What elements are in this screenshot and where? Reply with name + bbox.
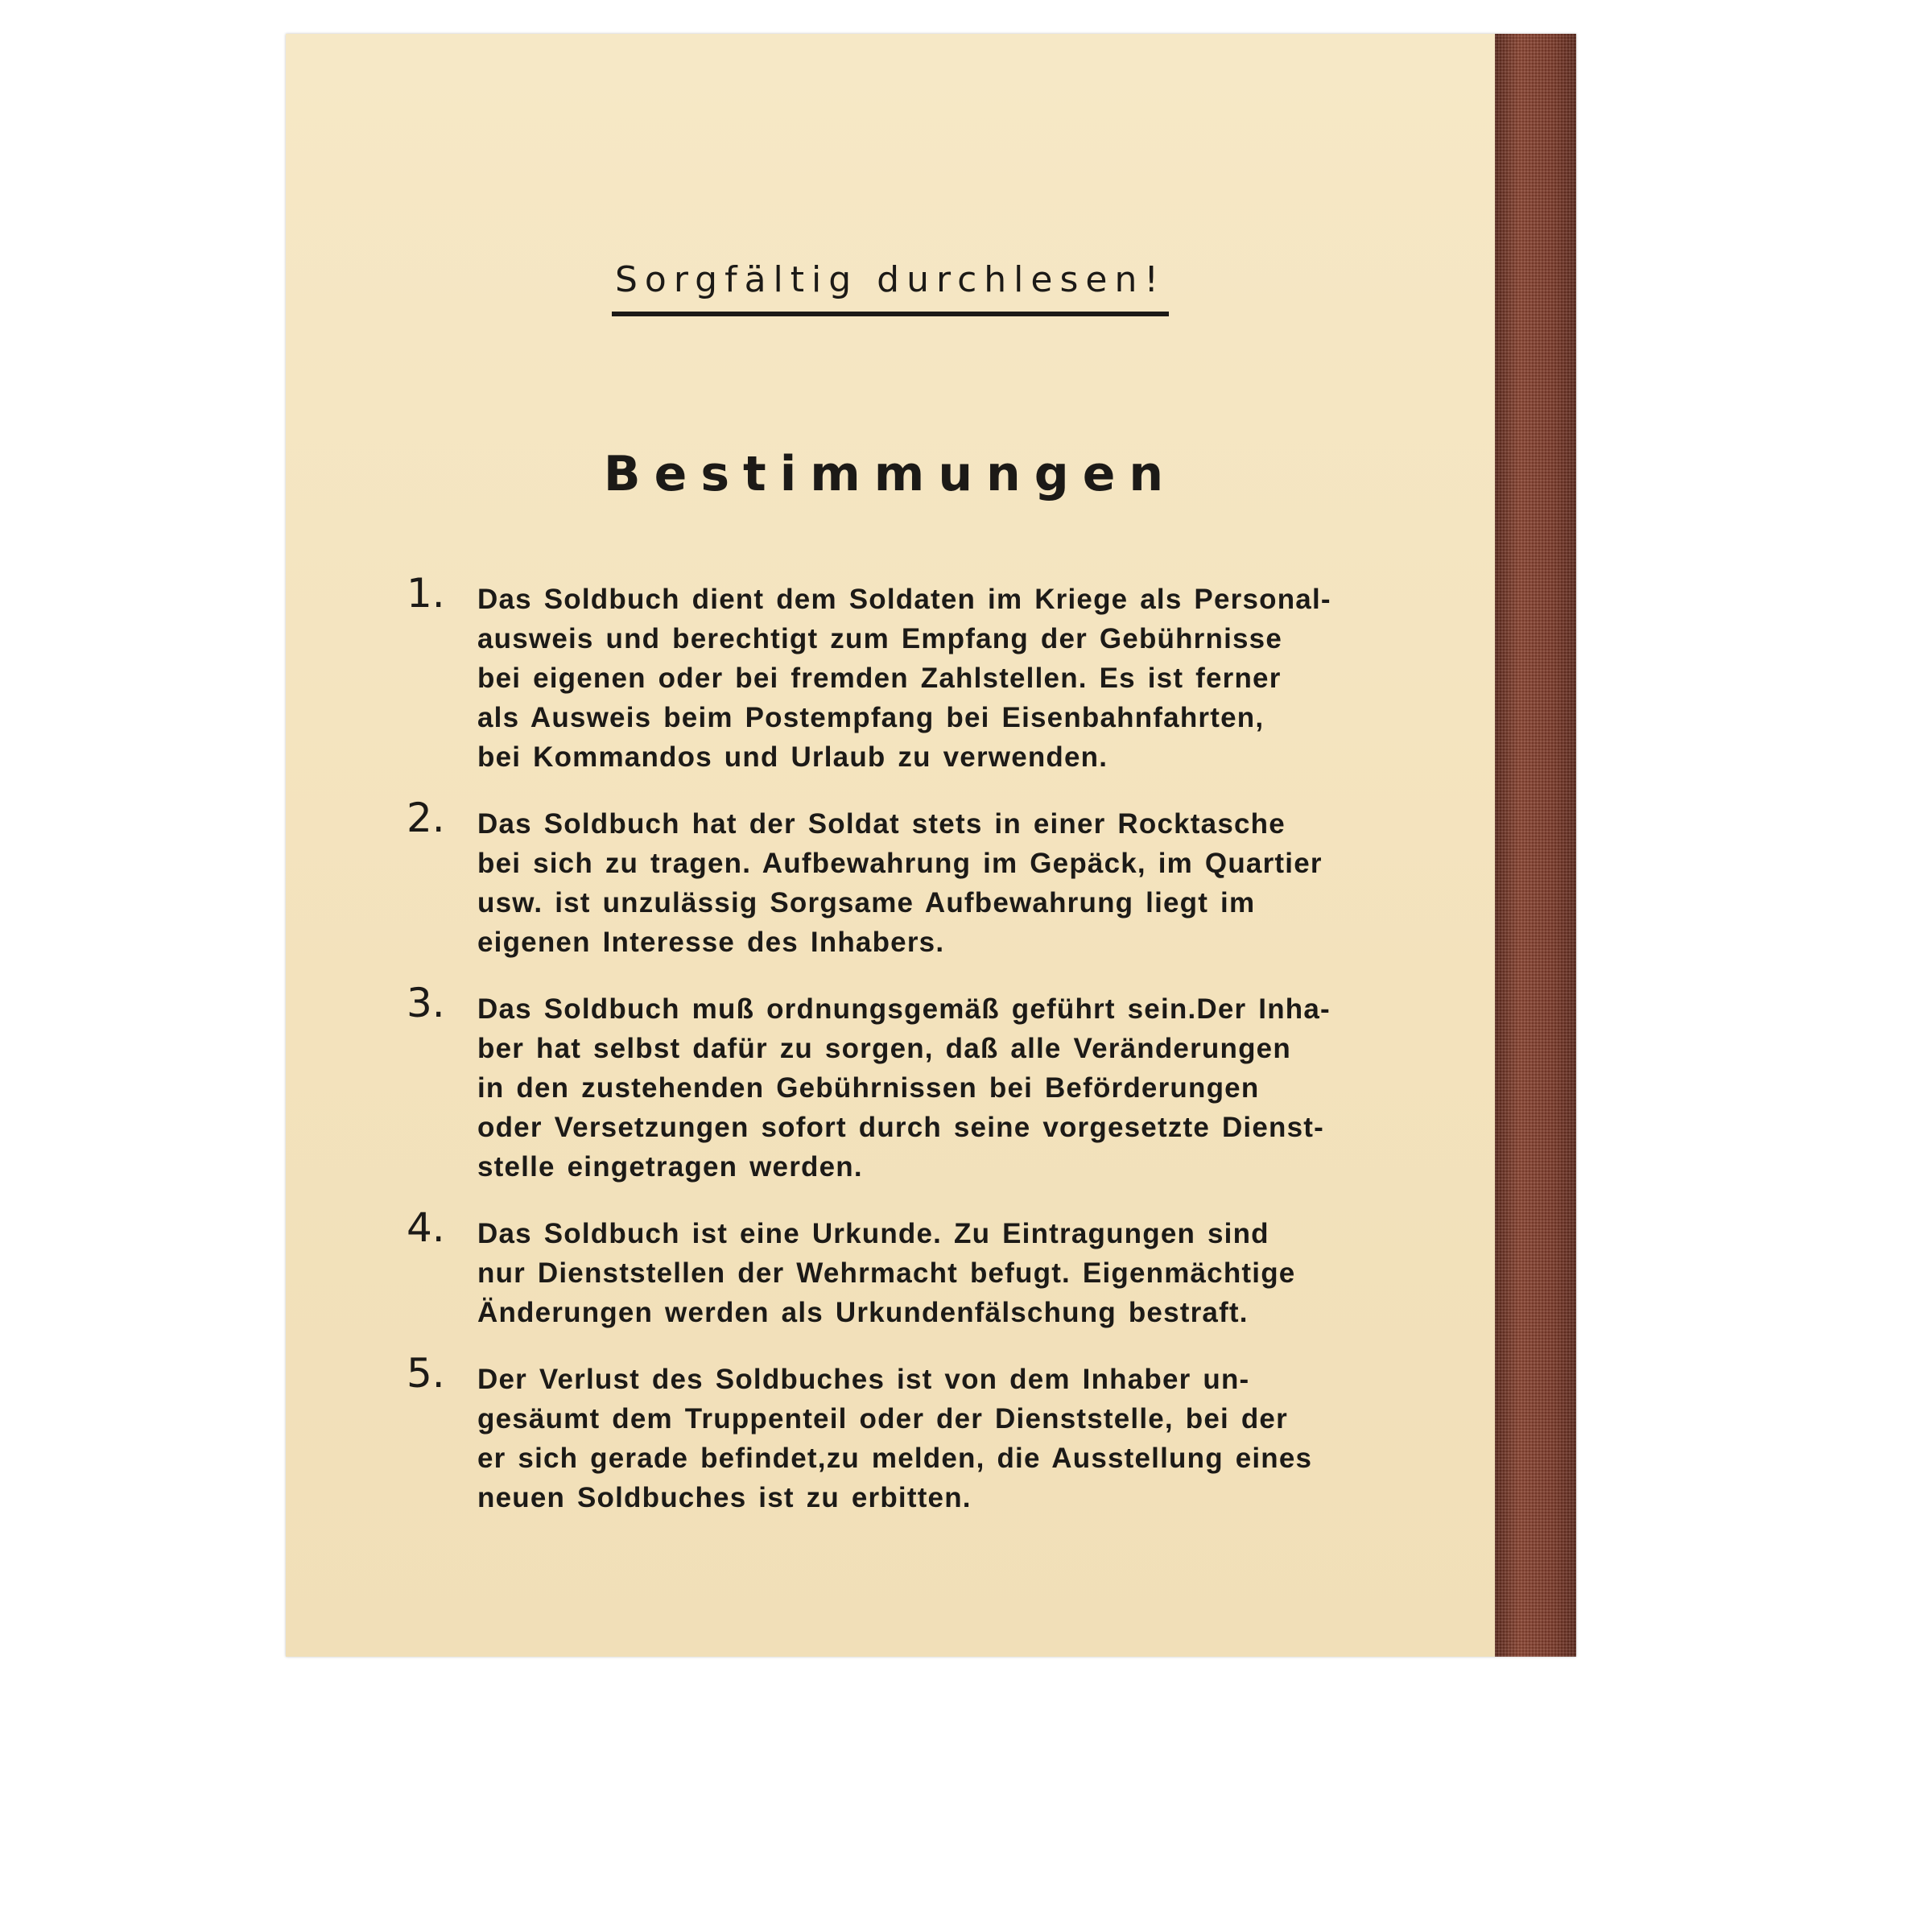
rule-text-line: stelle eingetragen werden. xyxy=(477,1151,863,1183)
rule-text-line: ausweis und berechtigt zum Empfang der Gebührnisse xyxy=(477,623,1282,654)
rule-text-line: als Ausweis beim Postempfang bei Eisenbahnfahrten, xyxy=(477,702,1265,733)
rule-item xyxy=(407,1350,1324,1517)
soldbuch-booklet xyxy=(286,34,1576,1657)
rule-text-line: er sich gerade befindet,zu melden, die Ausstellung eines xyxy=(477,1443,1313,1474)
rule-item xyxy=(407,570,1331,777)
rule-item xyxy=(407,1204,1324,1332)
subtitle-heading xyxy=(286,259,1495,316)
rule-text-line: neuen Soldbuches ist zu erbitten. xyxy=(477,1482,972,1513)
page-title: Bestimmungen xyxy=(603,446,1178,502)
rule-text-line: Der Verlust des Soldbuches ist von dem Inhaber un- xyxy=(477,1364,1250,1395)
rule-number: 3. xyxy=(407,980,445,1026)
rule-text-line: bei Kommandos und Urlaub zu verwenden. xyxy=(477,741,1108,773)
rules-list xyxy=(407,570,1331,1545)
rule-number: 1. xyxy=(407,570,445,617)
rule-text-line: Das Soldbuch hat der Soldat stets in einer Rocktasche xyxy=(477,808,1286,840)
booklet-page xyxy=(286,34,1496,1657)
rule-text-line: Änderungen werden als Urkundenfälschung bestraft. xyxy=(477,1297,1249,1328)
rule-text-line: usw. ist unzulässig Sorgsame Aufbewahrung liegt im xyxy=(477,887,1256,919)
rule-text-line: in den zustehenden Gebührnissen bei Beförderungen xyxy=(477,1072,1260,1104)
rule-text-line: oder Versetzungen sofort durch seine vorgesetzte Dienst- xyxy=(477,1112,1324,1143)
rule-text-line: ber hat selbst dafür zu sorgen, daß alle Veränderungen xyxy=(477,1033,1291,1064)
rule-text-line: gesäumt dem Truppenteil oder der Dienststelle, bei der xyxy=(477,1403,1288,1435)
cloth-spine xyxy=(1495,34,1576,1657)
rule-text-line: Das Soldbuch dient dem Soldaten im Kriege als Personal- xyxy=(477,584,1331,615)
rule-number: 5. xyxy=(407,1350,445,1397)
rule-text-line: bei eigenen oder bei fremden Zahlstellen. Es ist ferner xyxy=(477,663,1282,694)
rule-text-line: Das Soldbuch muß ordnungsgemäß geführt sein.Der Inha- xyxy=(477,993,1331,1025)
rule-text-line: nur Dienststellen der Wehrmacht befugt. Eigenmächtige xyxy=(477,1257,1296,1289)
subtitle-text: Sorgfältig durchlesen! xyxy=(612,259,1169,316)
rule-item xyxy=(407,795,1324,962)
rule-text-line: bei sich zu tragen. Aufbewahrung im Gepäck, im Quartier xyxy=(477,848,1323,879)
rule-text-line: eigenen Interesse des Inhabers. xyxy=(477,927,945,958)
rule-item xyxy=(407,980,1331,1187)
rule-number: 4. xyxy=(407,1204,445,1251)
rule-number: 2. xyxy=(407,795,445,841)
rule-text-line: Das Soldbuch ist eine Urkunde. Zu Eintragungen sind xyxy=(477,1218,1269,1249)
